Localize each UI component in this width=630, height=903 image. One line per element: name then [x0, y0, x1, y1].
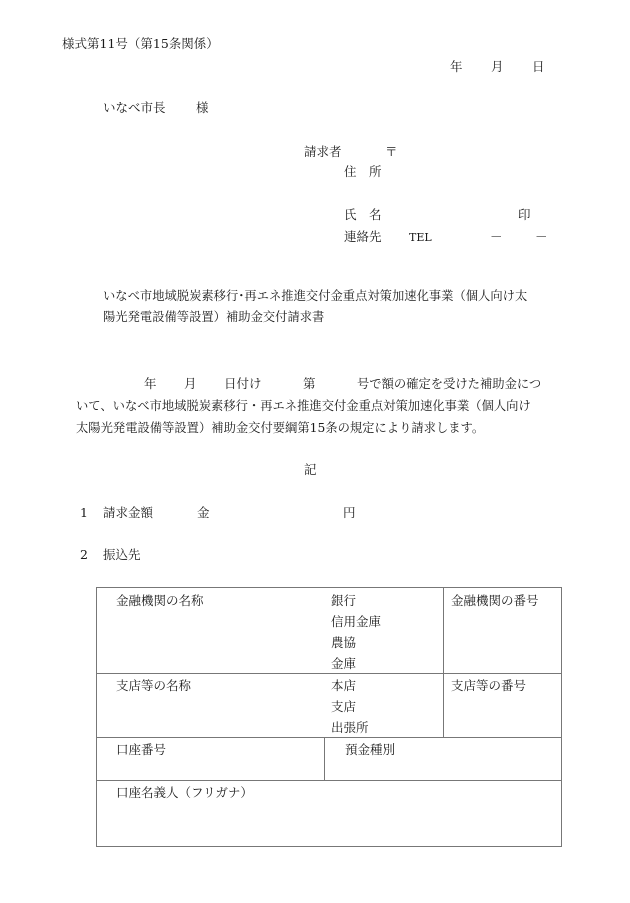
- body-number-prefix: 第: [303, 376, 316, 391]
- body-day-suffix: 日付け: [224, 376, 262, 391]
- branch-type-sub-office: 出張所: [331, 720, 369, 735]
- branch-type-head-office: 本店: [331, 678, 357, 693]
- form-number: 様式第11号（第15条関係）: [62, 36, 219, 51]
- body-line-2: いて、いなべ市地域脱炭素移行・再エネ推進交付金重点対策加速化事業（個人向け: [76, 399, 531, 413]
- document-title: [103, 286, 527, 328]
- address-label: 住 所: [344, 164, 382, 179]
- date-year-label: 年: [450, 59, 463, 74]
- amount-unit: 円: [343, 505, 356, 520]
- institution-type-nokyo: 農協: [331, 635, 357, 650]
- table-divider: [96, 737, 561, 738]
- table-divider: [96, 673, 561, 674]
- ki-heading: 記: [304, 462, 317, 477]
- seal-mark: 印: [518, 207, 531, 222]
- institution-type-bank: 銀行: [331, 593, 357, 608]
- institution-type-shinkin: 信用金庫: [331, 614, 382, 629]
- amount-prefix: 金: [197, 505, 210, 520]
- table-divider: [96, 780, 561, 781]
- body-year: 年: [144, 376, 157, 391]
- date-month-label: 月: [491, 59, 504, 74]
- institution-name-label: 金融機関の名称: [116, 593, 204, 608]
- account-number-label: 口座番号: [116, 742, 167, 757]
- body-line-1: 号で額の確定を受けた補助金につ: [357, 377, 542, 391]
- tel-dash-2: －: [535, 229, 548, 244]
- postal-mark: 〒: [385, 144, 398, 159]
- item-2-number: 2: [80, 547, 88, 562]
- branch-type-branch: 支店: [331, 699, 357, 714]
- branch-name-label: 支店等の名称: [116, 678, 192, 693]
- institution-number-label: 金融機関の番号: [451, 593, 539, 608]
- tel-dash-1: －: [490, 229, 503, 244]
- body-line-3: 太陽光発電設備等設置）補助金交付要綱第15条の規定により請求します。: [76, 421, 485, 435]
- institution-type-list: [331, 590, 381, 674]
- branch-number-label: 支店等の番号: [451, 678, 527, 693]
- tel-label: TEL: [409, 231, 432, 244]
- table-divider: [443, 587, 444, 737]
- requester-label: 請求者: [304, 144, 342, 159]
- deposit-type-label: 預金種別: [345, 742, 396, 757]
- date-day-label: 日: [532, 59, 545, 74]
- title-line-2: 陽光発電設備等設置）補助金交付請求書: [103, 310, 325, 324]
- item-1-number: 1: [80, 505, 88, 520]
- contact-label: 連絡先: [344, 229, 382, 244]
- addressee-honorific: 様: [196, 100, 209, 115]
- branch-type-list: [331, 675, 369, 738]
- account-holder-label: 口座名義人（フリガナ）: [116, 785, 253, 800]
- name-label: 氏 名: [344, 207, 382, 222]
- bank-transfer-table: [96, 587, 562, 847]
- title-line-1: いなべ市地域脱炭素移行･再エネ推進交付金重点対策加速化事業（個人向け太: [103, 289, 528, 303]
- item-1-label: 請求金額: [103, 505, 154, 520]
- institution-type-kinko: 金庫: [331, 656, 357, 671]
- table-divider: [324, 737, 325, 780]
- body-month: 月: [184, 376, 197, 391]
- addressee-name: いなべ市長: [103, 100, 166, 115]
- item-2-label: 振込先: [103, 547, 141, 562]
